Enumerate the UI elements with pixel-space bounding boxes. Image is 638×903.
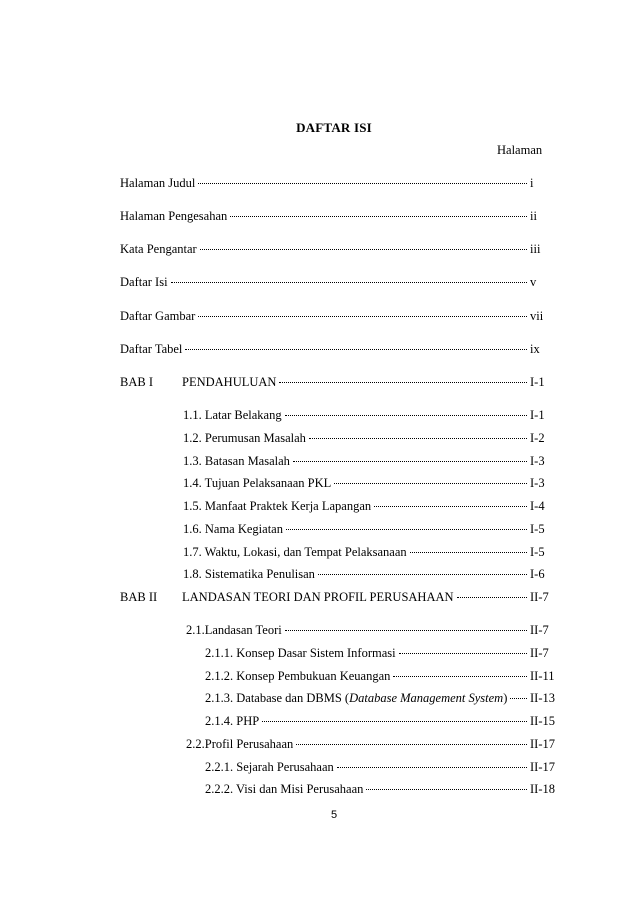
toc-entry-page: iii — [530, 242, 541, 256]
dot-leader — [393, 675, 527, 677]
dot-leader — [309, 437, 527, 439]
toc-entry[interactable] — [120, 209, 560, 225]
toc-entry[interactable] — [120, 309, 560, 325]
toc-subentry[interactable] — [183, 454, 560, 470]
toc-entry-label: Halaman Pengesahan — [120, 209, 228, 223]
toc-entry-label: 1.7. Waktu, Lokasi, dan Tempat Pelaksanaan — [183, 545, 407, 559]
label-text: 2.1.3. Database dan DBMS ( — [205, 691, 350, 705]
toc-entry-page: i — [530, 176, 534, 190]
dot-leader — [318, 573, 527, 575]
toc-entry-page: II-18 — [530, 782, 555, 796]
toc-title: DAFTAR ISI — [296, 120, 372, 135]
toc-entry-label: 1.5. Manfaat Praktek Kerja Lapangan — [183, 499, 372, 513]
label-end-text: ) — [503, 691, 508, 705]
toc-entry-label: 1.6. Nama Kegiatan — [183, 522, 283, 536]
dot-leader — [337, 766, 527, 768]
toc-entry-label: 1.8. Sistematika Penulisan — [183, 567, 315, 581]
toc-entry-page: ix — [530, 342, 540, 356]
toc-entry-page: v — [530, 275, 537, 289]
dot-leader — [285, 414, 527, 416]
toc-subsubentry[interactable] — [205, 714, 560, 730]
chapter-title: LANDASAN TEORI DAN PROFIL PERUSAHAAN — [182, 590, 454, 604]
dot-leader — [510, 697, 527, 699]
toc-entry-page: I-4 — [530, 499, 545, 513]
dot-leader — [285, 629, 527, 631]
toc-entry-label: 2.1.2. Konsep Pembukuan Keuangan — [205, 669, 391, 683]
toc-subsubentry[interactable] — [205, 760, 560, 776]
toc-entry-label: Halaman Judul — [120, 176, 196, 190]
dot-leader — [293, 460, 527, 462]
dot-leader — [171, 281, 527, 283]
toc-entry-label: 2.2.Profil Perusahaan — [186, 737, 294, 751]
label-italic-text: Database Management System — [349, 691, 504, 705]
toc-subentry[interactable] — [183, 408, 560, 424]
toc-entry-label: 2.1.Landasan Teori — [186, 623, 282, 637]
dot-leader — [457, 596, 527, 598]
toc-entry-label: Daftar Tabel — [120, 342, 183, 356]
dot-leader — [286, 528, 527, 530]
toc-subsubentry[interactable] — [205, 782, 560, 798]
toc-entry-label: 1.4. Tujuan Pelaksanaan PKL — [183, 476, 332, 490]
dot-leader — [410, 551, 527, 553]
toc-subentry[interactable] — [183, 545, 560, 561]
dot-leader — [279, 381, 527, 383]
toc-entry[interactable] — [120, 342, 560, 358]
toc-entry-label — [205, 691, 507, 706]
toc-entry-label: Daftar Isi — [120, 275, 168, 289]
toc-entry-label: 2.1.1. Konsep Dasar Sistem Informasi — [205, 646, 396, 660]
toc-entry[interactable] — [120, 275, 560, 291]
toc-entry-page: ii — [530, 209, 537, 223]
dot-leader — [334, 482, 527, 484]
dot-leader — [198, 315, 527, 317]
dot-leader — [366, 788, 527, 790]
toc-entry-page: II-7 — [530, 590, 549, 604]
toc-entry-page: I-5 — [530, 545, 545, 559]
toc-entry-label: 1.1. Latar Belakang — [183, 408, 282, 422]
toc-entry-page: II-13 — [530, 691, 555, 705]
toc-entry-label: 1.2. Perumusan Masalah — [183, 431, 306, 445]
toc-subentry[interactable] — [183, 476, 560, 492]
dot-leader — [399, 652, 527, 654]
toc-entry-page: II-11 — [530, 669, 555, 683]
toc-entry-label: 1.3. Batasan Masalah — [183, 454, 290, 468]
dot-leader — [262, 720, 527, 722]
toc-subentry[interactable] — [183, 499, 560, 515]
toc-subentry[interactable] — [183, 431, 560, 447]
toc-chapter-1[interactable] — [120, 375, 560, 391]
toc-entry-page: I-3 — [530, 476, 545, 490]
dot-leader — [185, 348, 527, 350]
toc-entry-page: I-3 — [530, 454, 545, 468]
toc-entry-label: 2.1.4. PHP — [205, 714, 260, 728]
toc-entry-page: I-2 — [530, 431, 545, 445]
toc-entry-page: I-6 — [530, 567, 545, 581]
toc-entry[interactable] — [120, 242, 560, 258]
toc-entry-page: II-15 — [530, 714, 555, 728]
toc-subentry[interactable] — [183, 567, 560, 583]
chapter-title: PENDAHULUAN — [182, 375, 277, 389]
chapter-heading — [120, 375, 276, 390]
toc-subentry[interactable] — [183, 522, 560, 538]
chapter-number: BAB II — [120, 590, 158, 604]
chapter-number: BAB I — [120, 375, 153, 389]
toc-entry-label: Daftar Gambar — [120, 309, 196, 323]
page-number: 5 — [330, 809, 338, 821]
toc-entry-page: I-1 — [530, 375, 545, 389]
dot-leader — [198, 182, 527, 184]
toc-entry-page: II-7 — [530, 646, 549, 660]
dot-leader — [230, 215, 527, 217]
toc-entry-label: Kata Pengantar — [120, 242, 197, 256]
dot-leader — [200, 248, 527, 250]
toc-entry-page: vii — [530, 309, 544, 323]
toc-entry-page: I-1 — [530, 408, 545, 422]
toc-entry-label: 2.2.1. Sejarah Perusahaan — [205, 760, 334, 774]
toc-subentry[interactable] — [186, 623, 560, 639]
chapter-heading — [120, 590, 454, 605]
toc-subsubentry[interactable] — [205, 646, 560, 662]
toc-subentry[interactable] — [186, 737, 560, 753]
toc-subsubentry[interactable] — [205, 669, 560, 685]
toc-entry-label: 2.2.2. Visi dan Misi Perusahaan — [205, 782, 364, 796]
toc-entry[interactable] — [120, 176, 560, 192]
toc-chapter-2[interactable] — [120, 590, 560, 606]
toc-entry-page: II-17 — [530, 737, 555, 751]
toc-entry-page: II-17 — [530, 760, 555, 774]
toc-entry-page: I-5 — [530, 522, 545, 536]
page-column-header: Halaman — [497, 143, 543, 157]
dot-leader — [296, 743, 527, 745]
toc-subsubentry[interactable] — [205, 691, 560, 707]
dot-leader — [374, 505, 527, 507]
toc-entry-page: II-7 — [530, 623, 549, 637]
